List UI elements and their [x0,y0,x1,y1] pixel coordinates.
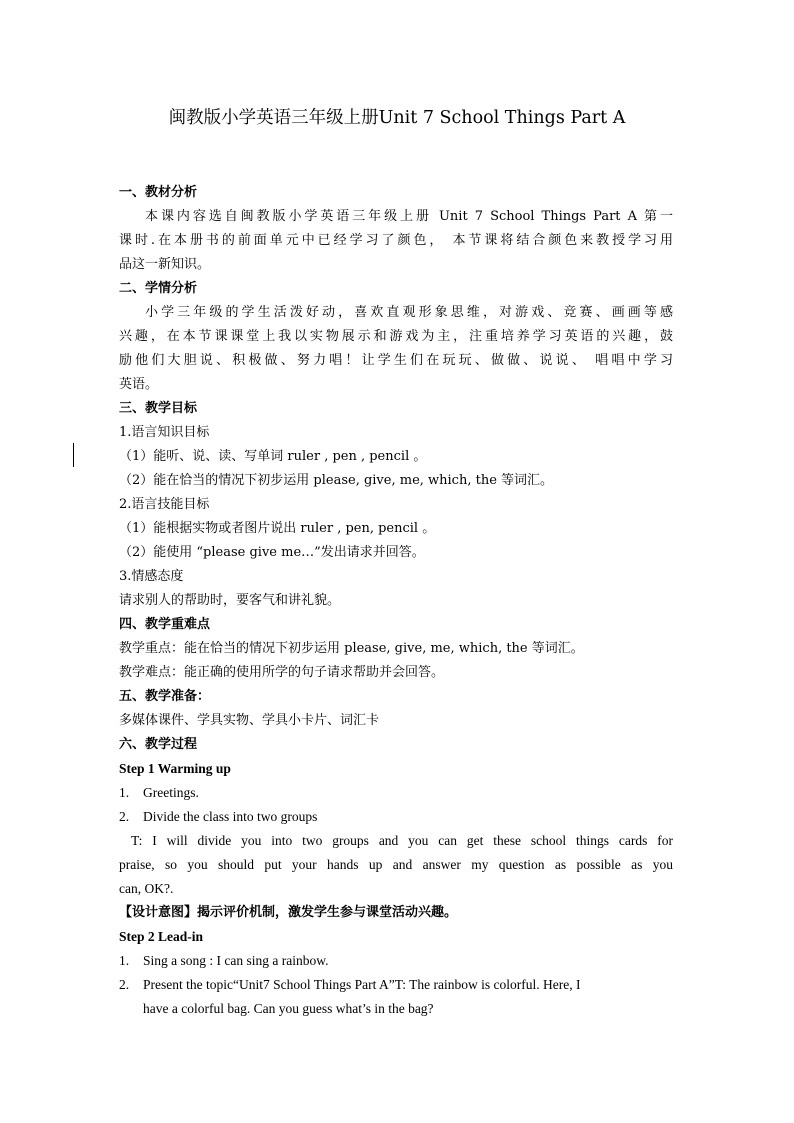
paragraph-line: 兴趣，在本节课课堂上我以实物展示和游戏为主，注重培养学习英语的兴趣，鼓 [119,329,673,344]
goal-item: （2）能在恰当的情况下初步运用 please, give, me, which, the 等词汇。 [119,473,554,488]
section-heading-preparation: 五、教学准备： [119,689,211,704]
design-intent-note: 【设计意图】揭示评价机制，激发学生参与课堂活动兴趣。 [119,905,458,920]
paragraph-line: T: I will divide you into two groups and you can get these school things cards for [131,833,673,848]
list-item-text: Greetings. [143,785,199,800]
step-2-heading: Step 2 Lead-in [119,929,204,944]
paragraph-line: 励他们大胆说、积极做、努力唱！让学生们在玩玩、做做、说说、 唱唱中学习 [119,353,673,368]
document-body [119,181,673,1021]
paragraph-line: 品这一新知识。 [119,257,211,272]
list-item [119,781,673,805]
key-point-item: 教学重点：能在恰当的情况下初步运用 please, give, me, which, the 等词汇。 [119,641,584,656]
text-cursor [73,443,74,467]
section-heading-teaching-process: 六、教学过程 [119,737,198,752]
step-1-heading: Step 1 Warming up [119,761,231,776]
list-number: 2. [119,977,130,992]
goal-item: （1）能根据实物或者图片说出 ruler , pen, pencil 。 [119,521,436,536]
goal-item: （1）能听、说、读、写单词 ruler , pen , pencil 。 [119,449,427,464]
goal-item: 2.语言技能目标 [119,497,210,512]
goal-item: 1.语言知识目标 [119,425,210,440]
paragraph-line: praise, so you should put your hands up and answer my question as possible as you [119,857,673,872]
paragraph-line: 本课内容选自闽教版小学英语三年级上册 Unit 7 School Things Part A 第一 [145,209,673,224]
key-point-item: 教学难点：能正确的使用所学的句子请求帮助并会回答。 [119,665,445,680]
paragraph-line: can, OK?. [119,881,174,896]
paragraph-line: 课时.在本册书的前面单元中已经学习了颜色， 本节课将结合颜色来教授学习用 [119,233,673,248]
list-number: 1. [119,953,130,968]
goal-item: 请求别人的帮助时，要客气和讲礼貌。 [119,593,341,608]
goal-item: 3.情感态度 [119,569,184,584]
section-heading-key-points: 四、教学重难点 [119,617,211,632]
list-number: 1. [119,785,130,800]
goal-item: （2）能使用 “please give me…”发出请求并回答。 [119,545,425,560]
section-heading-student-analysis: 二、学情分析 [119,281,198,296]
list-item [119,973,673,997]
section-heading-teaching-goals: 三、教学目标 [119,401,198,416]
paragraph-line: 小学三年级的学生活泼好动，喜欢直观形象思维，对游戏、竞赛、画画等感 [145,305,673,320]
list-item [119,805,673,829]
list-item-text: Present the topic“Unit7 School Things Part A”T: The rainbow is colorful. Here, I [143,977,581,992]
preparation-text: 多媒体课件、学具实物、学具小卡片、词汇卡 [119,713,380,728]
list-item-continuation: have a colorful bag. Can you guess what’s in the bag? [143,1001,434,1016]
list-number: 2. [119,809,130,824]
list-item-text: Sing a song : I can sing a rainbow. [143,953,329,968]
section-heading-textbook-analysis: 一、教材分析 [119,185,198,200]
document-title: 闽教版小学英语三年级上册Unit 7 School Things Part A [168,108,626,128]
list-item-text: Divide the class into two groups [143,809,318,824]
paragraph-line: 英语。 [119,377,159,392]
list-item [119,949,673,973]
